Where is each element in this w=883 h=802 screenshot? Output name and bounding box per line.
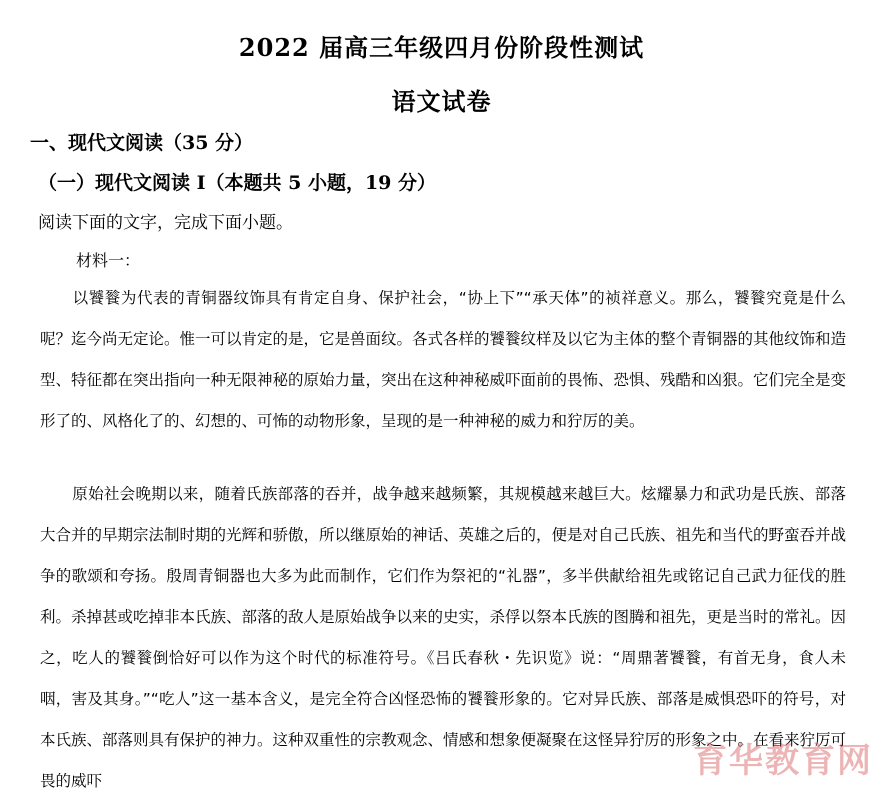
page-title: 2022 届高三年级四月份阶段性测试 (238, 33, 645, 62)
section-heading: 一、现代文阅读（35 分） (30, 132, 254, 154)
passage-paragraph-1 (40, 278, 846, 442)
subsection-heading: （一）现代文阅读 I（本题共 5 小题，19 分） (38, 172, 437, 194)
material-label: 材料一： (76, 251, 141, 270)
site-watermark: 育华教育网 (693, 741, 873, 781)
paragraph-2-text: 原始社会晚期以来，随着氏族部落的吞并，战争越来越频繁，其规模越来越巨大。炫耀暴力和武功是氏族、部落大合并的早期宗法制时期的光辉和骄傲，所以继原始的神话、英雄之后的，便是对自己氏族、祖先和当代的野蛮吞并战争的歌颂和夸扬。殷周青铜器也大多为此而制作，它们作为祭祀的“礼器”，多半供献给祖先或铭记自己武力征伐的胜利。杀掉甚或吃掉非本氏族、部落的敌人是原始战争以来的史实，杀俘以祭本氏族的图腾和祖先，更是当时的常礼。因之，吃人的饕餮倒恰好可以作为这个时代的标准符号。《吕氏春秋・先识览》说：“周鼎著饕餮，有首无身，食人未咽，害及其身。”“吃人”这一基本含义，是完全符合凶怪恐怖的饕餮形象的。它对异氏族、部落是威惧恐吓的符号，对本氏族、部落则具有保护的神力。这种双重性的宗教观念、情感和想象便凝聚在这怪异狞厉的形象之中。在看来狞厉可畏的威吓 (40, 485, 847, 790)
paragraph-1-text: 以饕餮为代表的青铜器纹饰具有肯定自身、保护社会，“协上下”“承天体”的祯祥意义。那么，饕餮究竟是什么呢？迄今尚无定论。惟一可以肯定的是，它是兽面纹。各式各样的饕餮纹样及以它为主体的整个青铜器的其他纹饰和造型、特征都在突出指向一种无限神秘的原始力量，突出在这种神秘威吓面前的畏怖、恐惧、残酷和凶狠。它们完全是变形了的、风格化了的、幻想的、可怖的动物形象，呈现的是一种神秘的威力和狞厉的美。 (40, 289, 847, 430)
instruction-text: 阅读下面的文字，完成下面小题。 (38, 213, 293, 233)
page-subtitle: 语文试卷 (391, 87, 492, 116)
